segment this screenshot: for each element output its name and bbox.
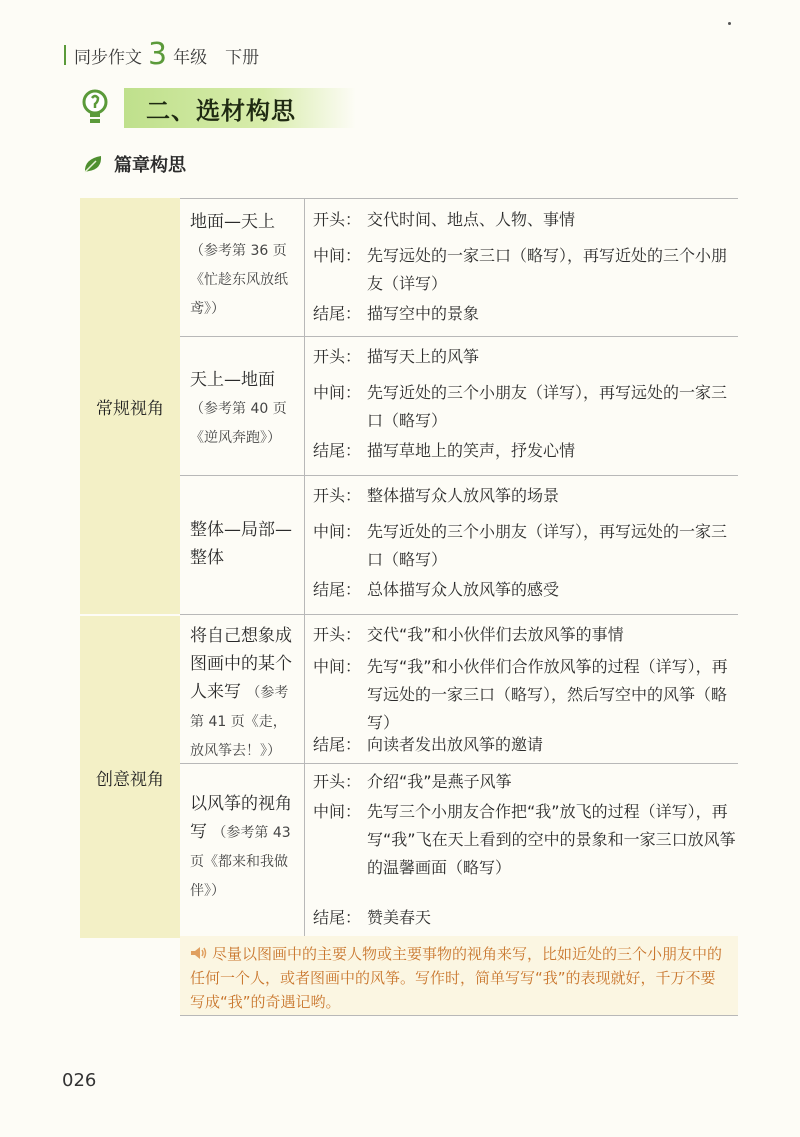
category-conventional: 常规视角 <box>80 198 180 614</box>
row-2-start-label: 开头： <box>313 347 362 366</box>
row-3-middle-label: 中间： <box>313 522 362 541</box>
row-3-end-label: 结尾： <box>313 580 362 599</box>
row-3-structure <box>304 476 738 614</box>
row-5-structure <box>304 764 738 936</box>
row-5-reference: （参考第 43 页《都来和我做伴》） <box>190 825 291 899</box>
row-2-end: 描写草地上的笑声，抒发心情 <box>367 441 576 460</box>
row-2-structure <box>304 337 738 475</box>
row-1-start: 交代时间、地点、人物、事情 <box>367 210 576 229</box>
outline-table <box>80 198 738 1016</box>
row-5-middle: 先写三个小朋友合作把“我”放飞的过程（详写），再写“我”飞在天上看到的空中的景象和一家三口放风筝的温馨画面（略写） <box>367 802 736 877</box>
sub-title-text: 篇章构思 <box>114 155 186 176</box>
category-creative: 创意视角 <box>80 614 180 938</box>
row-3-angle <box>180 516 304 572</box>
writing-tip <box>180 936 738 1016</box>
row-2-start: 描写天上的风筝 <box>367 347 480 366</box>
row-1-angle <box>180 208 304 323</box>
leaf-icon <box>82 153 104 175</box>
row-1-structure <box>304 198 738 336</box>
row-3-start: 整体描写众人放风筝的场景 <box>367 486 560 505</box>
row-1-reference: （参考第 36 页《忙趁东风放纸鸢》） <box>190 243 288 317</box>
header-grade-number: 3 <box>148 37 168 72</box>
sub-heading <box>82 150 186 178</box>
section-heading <box>80 85 356 131</box>
row-5-start-label: 开头： <box>313 772 362 791</box>
row-5-end: 赞美春天 <box>367 908 432 927</box>
print-dot <box>728 22 731 25</box>
row-1-end: 描写空中的景象 <box>367 304 480 323</box>
row-1-middle-label: 中间： <box>313 246 362 265</box>
row-4-middle-label: 中间： <box>313 657 362 676</box>
row-2-reference: （参考第 40 页《逆风奔跑》） <box>190 401 287 446</box>
row-2-angle-title: 天上—地面 <box>190 370 275 390</box>
row-5-end-label: 结尾： <box>313 908 362 927</box>
row-5-angle <box>180 790 304 905</box>
row-2-angle <box>180 366 304 452</box>
row-2-middle: 先写近处的三个小朋友（详写），再写远处的一家三口（略写） <box>367 383 728 430</box>
row-4-structure <box>304 615 738 763</box>
row-3-angle-title: 整体—局部—整体 <box>190 520 292 568</box>
row-2-end-label: 结尾： <box>313 441 362 460</box>
tip-text: 尽量以图画中的主要人物或主要事物的视角来写，比如近处的三个小朋友中的任何一个人，或者图画中的风筝。写作时，简单写写“我”的表现就好，千万不要写成“我”的奇遇记哟。 <box>190 945 723 1011</box>
row-1-angle-title: 地面—天上 <box>190 212 275 232</box>
row-5-middle-label: 中间： <box>313 802 362 821</box>
row-3-end: 总体描写众人放风筝的感受 <box>367 580 560 599</box>
row-4-end-label: 结尾： <box>313 735 362 754</box>
row-4-end: 向读者发出放风筝的邀请 <box>367 735 544 754</box>
row-1-start-label: 开头： <box>313 210 362 229</box>
speaker-icon <box>190 946 208 960</box>
table-bottom-rule <box>180 1015 738 1016</box>
row-4-angle <box>180 622 304 765</box>
header-bar <box>64 45 66 65</box>
running-header <box>64 38 259 72</box>
row-1-middle: 先写远处的一家三口（略写），再写近处的三个小朋友（详写） <box>367 246 728 293</box>
row-3-start-label: 开头： <box>313 486 362 505</box>
header-volume: 下册 <box>225 47 260 68</box>
row-4-reference: （参考第 41 页《走，放风筝去！》） <box>190 685 289 759</box>
row-4-angle-title: 将自己想象成图画中的某个人来写 <box>190 626 292 702</box>
page-number: 026 <box>62 1070 97 1091</box>
row-4-middle: 先写“我”和小伙伴们合作放风筝的过程（详写），再写远处的一家三口（略写），然后写空中的风筝（略写） <box>367 657 728 732</box>
section-title: 二、选材构思 <box>124 88 356 128</box>
lightbulb-icon <box>80 88 110 128</box>
header-grade-word: 年级 <box>173 47 208 68</box>
header-series: 同步作文 <box>74 47 142 68</box>
row-5-angle-title: 以风筝的视角写 <box>190 794 292 842</box>
row-3-middle: 先写近处的三个小朋友（详写），再写远处的一家三口（略写） <box>367 522 728 569</box>
row-4-start-label: 开头： <box>313 625 362 644</box>
row-2-middle-label: 中间： <box>313 383 362 402</box>
row-1-end-label: 结尾： <box>313 304 362 323</box>
row-4-start: 交代“我”和小伙伴们去放风筝的事情 <box>367 625 624 644</box>
row-5-start: 介绍“我”是燕子风筝 <box>367 772 512 791</box>
